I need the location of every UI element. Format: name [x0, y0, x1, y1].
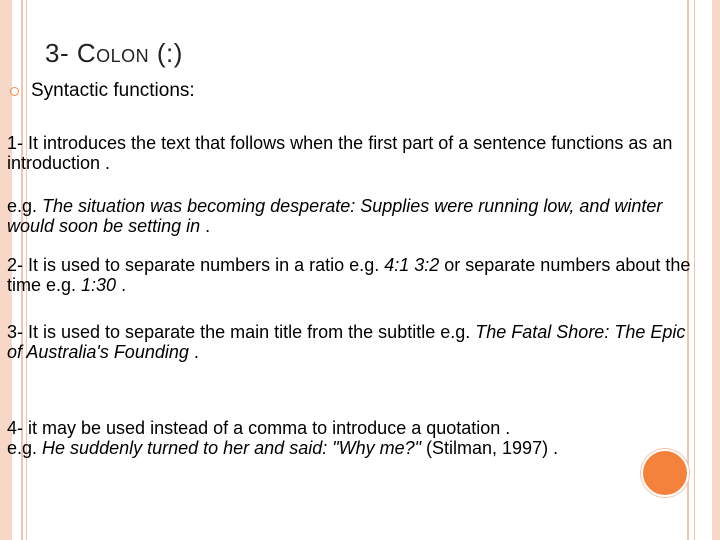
quotation-line: 4- it may be used instead of a comma to introduce a quotation . — [7, 418, 511, 438]
bullet-text: Syntactic functions: — [31, 80, 195, 101]
time-example: 1:30 — [81, 275, 117, 295]
quotation-prefix: e.g. — [7, 438, 43, 458]
ratio-middle: or separate numbers about the time e.g. — [7, 255, 691, 295]
ratio-prefix: 2- It is used to separate numbers in a ratio e.g. — [7, 255, 385, 275]
subtitle-prefix: 3- It is used to separate the main title from the subtitle e.g. — [7, 322, 476, 342]
frame-right — [712, 0, 720, 540]
subtitle-example: The Fatal Shore: The Epic of Australia's Founding — [7, 322, 686, 362]
slide-title: 3- Colon (:) — [45, 38, 183, 68]
paragraph-text: 1- It introduces the text that follows when the first part of a sentence functions as an introduction . — [7, 133, 673, 173]
paragraph-example — [7, 196, 697, 236]
example-prefix: e.g. — [7, 196, 43, 216]
paragraph-ratio — [7, 255, 697, 295]
quotation-example-line — [7, 438, 697, 458]
example-text: The situation was becoming desperate: Supplies were running low, and winter would soon be setting in — [7, 196, 663, 236]
bullet-item — [10, 80, 195, 102]
paragraph-subtitle — [7, 322, 697, 362]
bullet-circle-icon — [10, 87, 19, 96]
example-suffix: . — [200, 216, 211, 236]
subtitle-suffix: . — [188, 342, 199, 362]
paragraph-quotation — [7, 418, 697, 458]
quotation-text: He suddenly turned to her and said: "Why me?" — [42, 438, 422, 458]
paragraph-introduction — [7, 133, 697, 173]
quotation-citation: (Stilman, 1997) . — [421, 438, 559, 458]
ratio-suffix: . — [116, 275, 127, 295]
ratio-example: 4:1 3:2 — [384, 255, 440, 275]
